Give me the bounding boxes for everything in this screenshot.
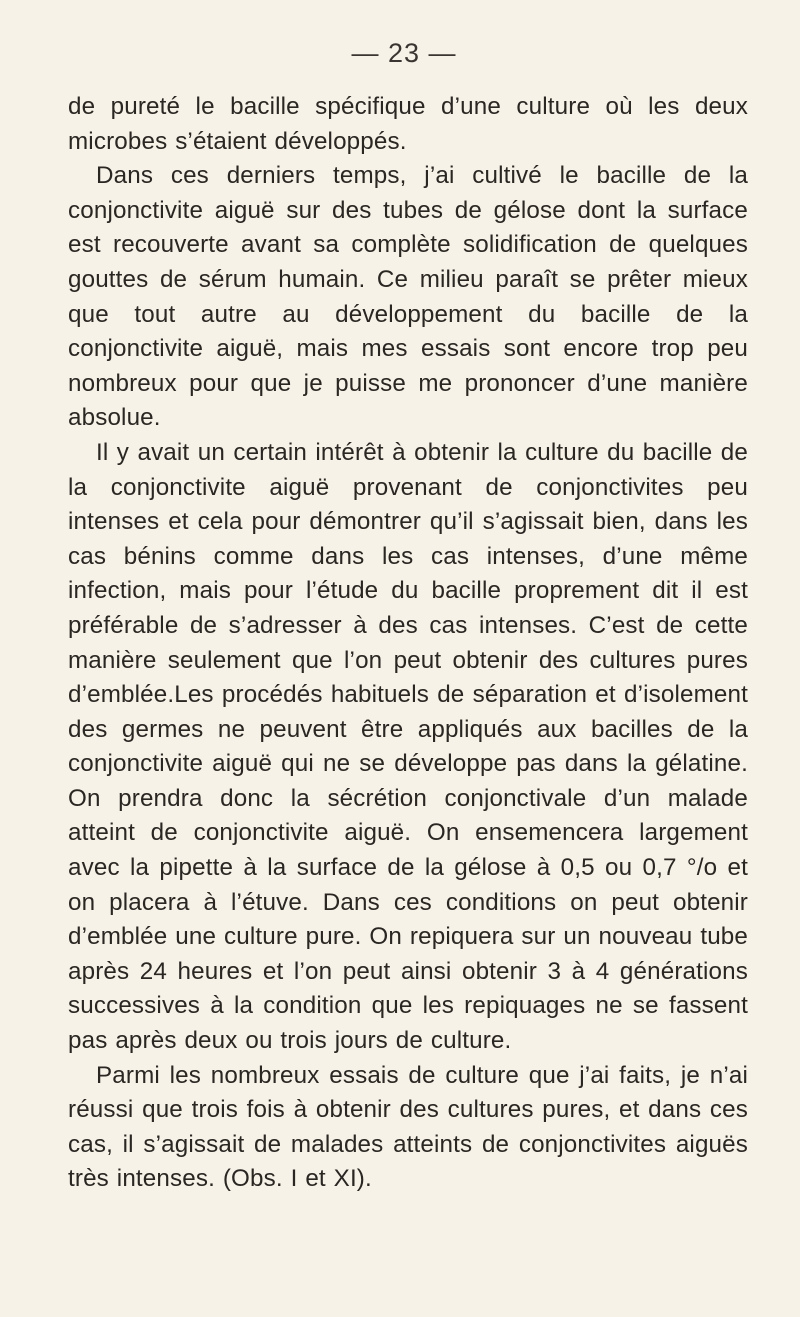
paragraph-4: Parmi les nombreux essais de culture que j’ai faits, je n’ai réussi que trois fois à obtenir des cultures pures, et dans ces cas, il s’agissait de malades atteints de conjonctivites aiguës très intenses. (Obs. I et XI).	[68, 1061, 748, 1193]
paragraph-3: Il y avait un certain intérêt à obtenir la culture du bacille de la conjonctivite aiguë provenant de conjonctivites peu intenses et cela pour démontrer qu’il s’agissait bien, dans les cas bénins comme dans les cas intenses, d’une même infection, mais pour l’étude du bacille proprement dit il est préférable de s’adresser à des cas intenses. C’est de cette manière seulement que l’on peut obtenir des cultures pures d’emblée.Les procédés habituels de séparation et d’isolement des germes ne peuvent être appliqués aux bacilles de la conjonctivite aiguë qui ne se développe pas dans la gélatine. On prendra donc la sécrétion conjonctivale d’un malade atteint de conjonctivite aiguë. On ensemencera largement avec la pipette à la surface de la gélose à 0,5 ou 0,7 °/o et on placera à l’étuve. Dans ces conditions on peut obtenir d’emblée une culture pure. On repiquera sur un nouveau tube après 24 heures et l’on peut ainsi obtenir 3 à 4 générations successives à la condition que les repiquages ne se fassent pas après deux ou trois jours de culture.	[68, 438, 748, 1055]
body-text	[68, 90, 748, 1197]
page-number: — 23 —	[351, 38, 457, 68]
paragraph-1: de pureté le bacille spécifique d’une culture où les deux microbes s’étaient développés.	[68, 93, 748, 155]
paragraph-2: Dans ces derniers temps, j’ai cultivé le bacille de la conjonctivite aiguë sur des tubes de gélose dont la surface est recouverte avant sa complète solidification de quelques gouttes de sérum humain. Ce milieu paraît se prêter mieux que tout autre au développement du bacille de la conjonctivite aiguë, mais mes essais sont encore trop peu nombreux pour que je puisse me prononcer d’une manière absolue.	[68, 162, 748, 432]
